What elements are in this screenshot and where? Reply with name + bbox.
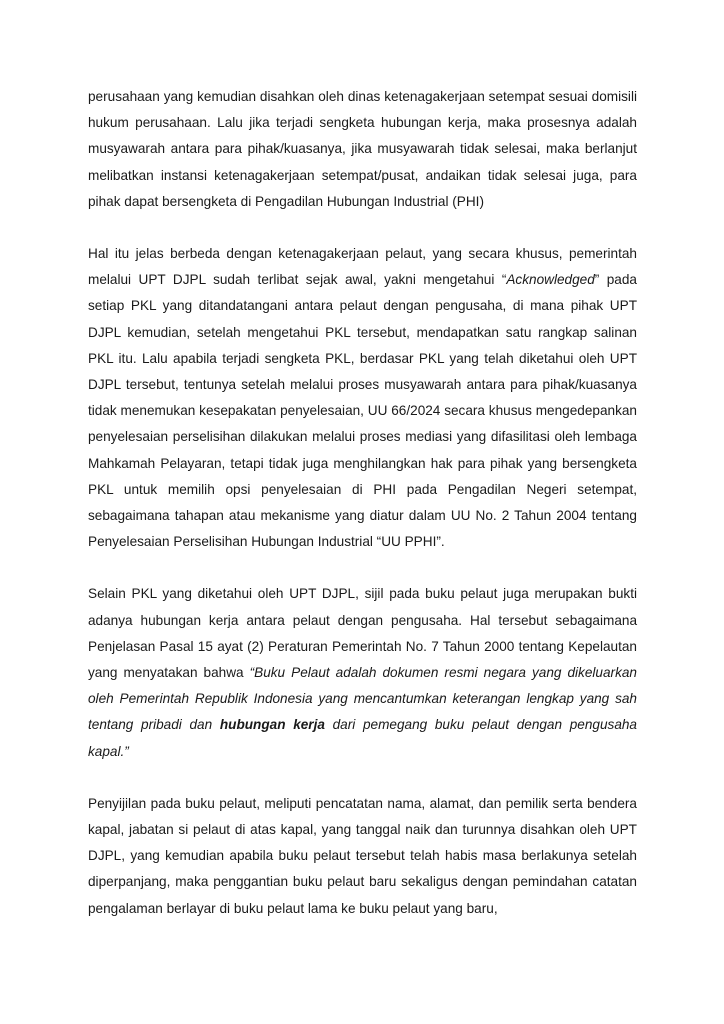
paragraph-3-quote-b: dari pemegang buku pelaut dengan pengusaha kapal.” xyxy=(88,717,637,759)
paragraph-4 xyxy=(88,791,637,922)
paragraph-3 xyxy=(88,581,637,764)
paragraph-2-text-b: ” pada setiap PKL yang ditandatangani antara pelaut dengan pengusaha, di mana pihak UPT DJPL kemudian, setelah mengetahui PKL tersebut, mendapatkan satu rangkap salinan PKL itu. Lalu apabila terjadi sengketa PKL, berdasar PKL yang telah diketahui oleh UPT DJPL tersebut, tentunya setelah melalui proses musyawarah antara para pihak/kuasanya tidak menemukan kesepakatan penyelesaian, UU 66/2024 secara khusus mengedepankan penyelesaian perselisihan dilakukan melalui proses mediasi yang difasilitasi oleh lembaga Mahkamah Pelayaran, tetapi tidak juga menghilangkan hak para pihak yang bersengketa PKL untuk memilih opsi penyelesaian di PHI pada Pengadilan Negeri setempat, sebagaimana tahapan atau mekanisme yang diatur dalam UU No. 2 Tahun 2004 tentang Penyelesaian Perselisihan Hubungan Industrial “UU PPHI”. xyxy=(88,272,637,550)
paragraph-2-text-a: Hal itu jelas berbeda dengan ketenagakerjaan pelaut, yang secara khusus, pemerintah melalui UPT DJPL sudah terlibat sejak awal, yakni mengetahui “ xyxy=(88,246,637,288)
paragraph-3-quote-bold: hubungan kerja xyxy=(219,717,325,733)
paragraph-1-text: perusahaan yang kemudian disahkan oleh dinas ketenagakerjaan setempat sesuai domisili hukum perusahaan. Lalu jika terjadi sengketa hubungan kerja, maka prosesnya adalah musyawarah antara para pihak/kuasanya, jika musyawarah tidak selesai, maka berlanjut melibatkan instansi ketenagakerjaan setempat/pusat, andaikan tidak selesai juga, para pihak dapat bersengketa di Pengadilan Hubungan Industrial (PHI) xyxy=(88,89,637,209)
paragraph-3-quote-a: “Buku Pelaut adalah dokumen resmi negara yang dikeluarkan oleh Pemerintah Republik Indonesia yang mencantumkan keterangan lengkap yang sah tentang pribadi dan xyxy=(88,665,637,733)
paragraph-2-italic-term: Acknowledged xyxy=(506,272,595,288)
paragraph-1 xyxy=(88,84,637,215)
paragraph-3-text: Selain PKL yang diketahui oleh UPT DJPL, sijil pada buku pelaut juga merupakan bukti adanya hubungan kerja antara pelaut dengan pengusaha. Hal tersebut sebagaimana Penjelasan Pasal 15 ayat (2) Peraturan Pemerintah No. 7 Tahun 2000 tentang Kepelautan yang menyatakan bahwa xyxy=(88,586,637,681)
paragraph-4-text: Penyijilan pada buku pelaut, meliputi pencatatan nama, alamat, dan pemilik serta bendera kapal, jabatan si pelaut di atas kapal, yang tanggal naik dan turunnya disahkan oleh UPT DJPL, yang kemudian apabila buku pelaut tersebut telah habis masa berlakunya setelah diperpanjang, maka penggantian buku pelaut baru sekaligus dengan pemindahan catatan pengalaman berlayar di buku pelaut lama ke buku pelaut yang baru, xyxy=(88,795,637,916)
paragraph-2 xyxy=(88,241,637,555)
